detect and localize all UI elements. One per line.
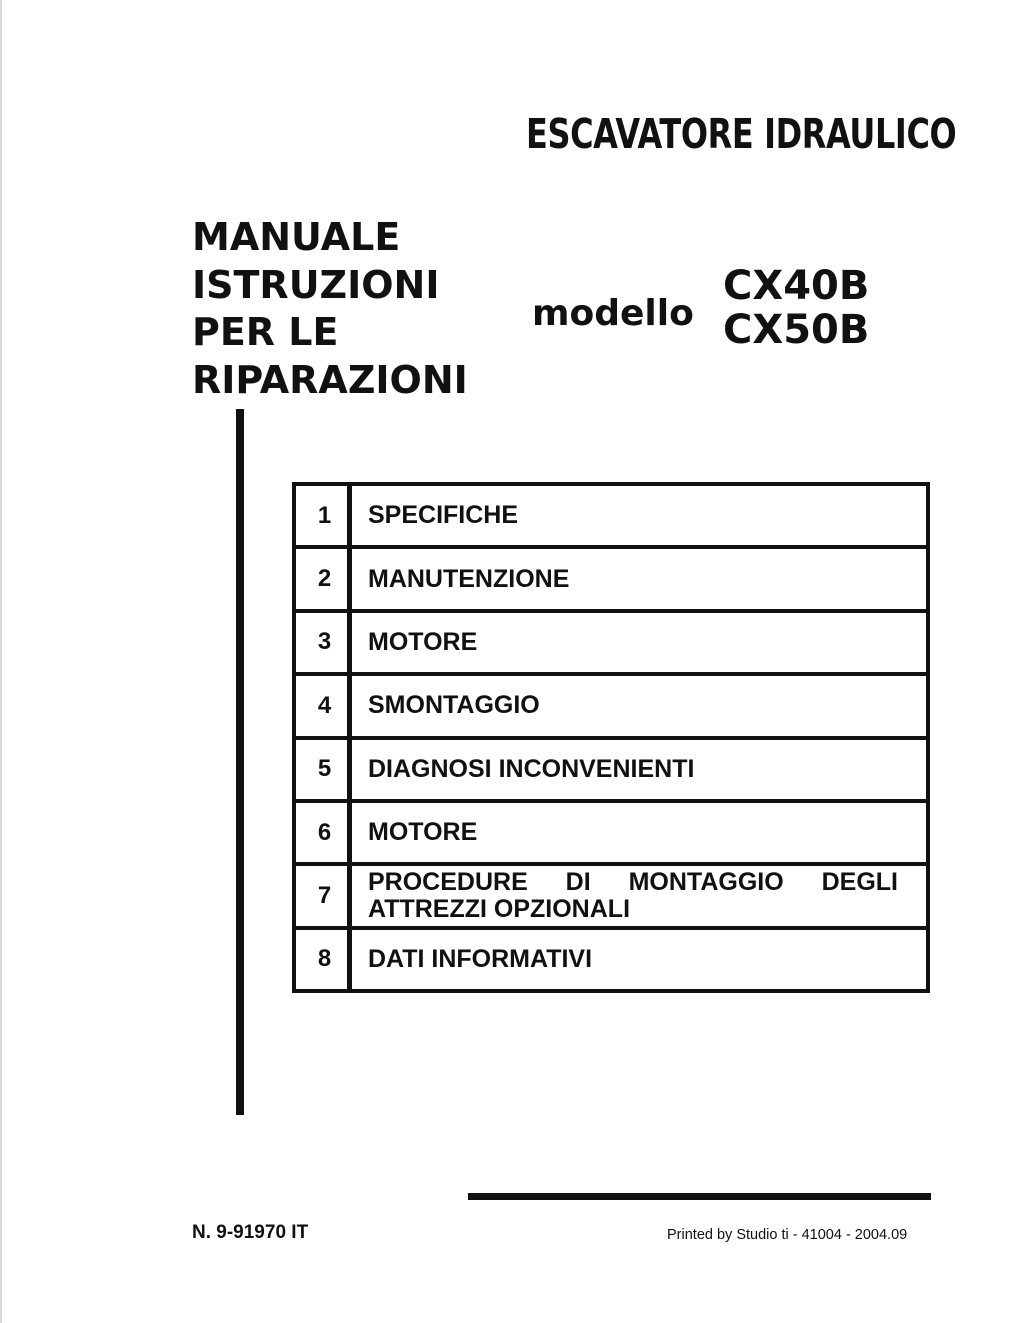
toc-section-title: MOTORE: [368, 818, 478, 847]
toc-section-title: DIAGNOSI INCONVENIENTI: [368, 754, 695, 783]
manual-title: [192, 214, 468, 404]
toc-row-4[interactable]: [296, 672, 926, 735]
toc-section-number: 4: [296, 676, 352, 735]
toc-section-number: 7: [296, 866, 352, 925]
toc-section-title: MOTORE: [368, 627, 478, 656]
model-code: CX50B: [723, 307, 870, 353]
toc-section-number: 6: [296, 803, 352, 862]
bottom-rule: [468, 1193, 931, 1200]
page-edge: [0, 0, 2, 1323]
printer-note: Printed by Studio ti - 41004 - 2004.09: [667, 1227, 908, 1243]
document-number: N. 9-91970 IT: [192, 1222, 309, 1243]
toc-row-7[interactable]: [296, 862, 926, 925]
model-label: modello: [532, 293, 694, 334]
toc-section-title: MANUTENZIONE: [368, 564, 570, 593]
toc-row-5[interactable]: [296, 736, 926, 799]
model-codes: [723, 264, 869, 352]
toc-section-number: 1: [296, 486, 352, 545]
machine-type-heading: ESCAVATORE IDRAULICO: [526, 110, 957, 158]
toc-row-6[interactable]: [296, 799, 926, 862]
table-of-contents: [292, 482, 930, 993]
toc-section-number: 5: [296, 740, 352, 799]
model-code: CX40B: [723, 263, 870, 309]
toc-section-title: SMONTAGGIO: [368, 691, 540, 720]
manual-title-line: PER LE: [192, 310, 339, 354]
toc-section-number: 2: [296, 549, 352, 608]
toc-section-title: SPECIFICHE: [368, 501, 519, 530]
toc-section-title: PROCEDURE DI MONTAGGIO DEGLI ATTREZZI OPZIONALI: [368, 867, 898, 923]
manual-title-line: RIPARAZIONI: [192, 357, 468, 402]
vertical-rule: [236, 409, 244, 1115]
toc-row-8[interactable]: [296, 926, 926, 989]
toc-section-title: DATI INFORMATIVI: [368, 944, 593, 973]
toc-section-number: 8: [296, 930, 352, 989]
toc-row-1[interactable]: [296, 486, 926, 545]
manual-title-line: ISTRUZIONI: [192, 262, 440, 307]
manual-title-line: MANUALE: [192, 215, 401, 259]
toc-row-2[interactable]: [296, 545, 926, 608]
toc-section-number: 3: [296, 613, 352, 672]
toc-row-3[interactable]: [296, 609, 926, 672]
